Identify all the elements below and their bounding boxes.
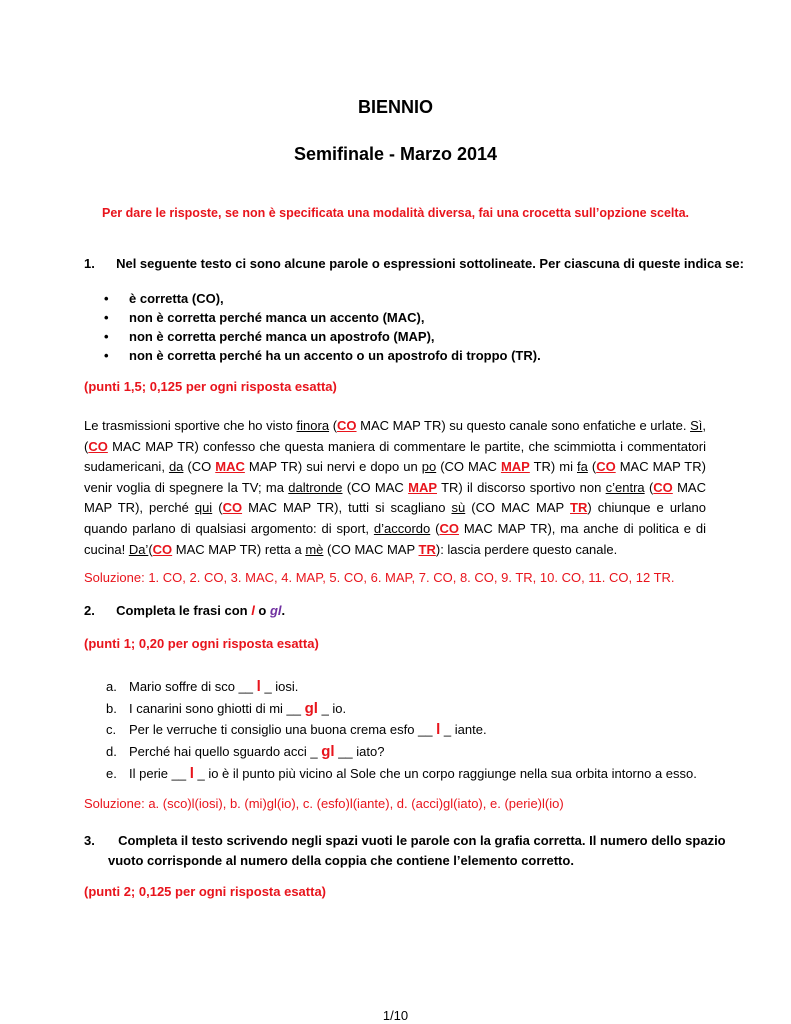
q1-number: 1. — [84, 256, 95, 271]
page-subtitle: Semifinale - Marzo 2014 — [293, 144, 498, 164]
instruction-text: Per dare le risposte, se non è specificata una modalità diversa, fai una crocetta sull’opzione scelta. — [101, 206, 689, 220]
list-item: b. I canarini sono ghiotti di mi __ gl _ io. — [106, 699, 347, 717]
q1-passage: Le trasmissioni sportive che ho visto finora (CO MAC MAP TR) su questo canale sono enfatiche e urlate. Sì, (CO MAC MAP TR) confesso che questa maniera di commentare le partite, che scimmiotta i commentatori sudamericani, da (CO MAC MAP TR) sui nervi e dopo un po (CO MAC MAP TR) mi fa (CO MAC MAP TR) venir voglia di spegnere la TV; ma daltronde (CO MAC MAP TR) il discorso sportivo non c’entra (CO MAC MAP TR), perché qui (CO MAC MAP TR), tutti si scagliano sù (CO MAC MAP TR) chiunque e urlano quando parlano di qualsiasi argomento: di sport, d’accordo (CO MAC MAP TR), ma anche di politica e di cucina! Da’(CO MAC MAP TR) retta a mè (CO MAC MAP TR): lascia perdere questo canale. — [84, 418, 707, 557]
q1-points: (punti 1,5; 0,125 per ogni risposta esatta) — [84, 379, 337, 394]
q3-header — [84, 831, 726, 871]
q2-items-list — [106, 676, 697, 784]
list-item: • non è corretta perché manca un accento (MAC), — [104, 310, 425, 325]
q3-text-line1: Completa il testo scrivendo negli spazi vuoti le parole con la grafia corretta. Il numero dello spazio — [118, 833, 726, 848]
page-title: BIENNIO — [357, 97, 433, 117]
q3-number: 3. — [84, 833, 95, 848]
q1-text: Nel seguente testo ci sono alcune parole o espressioni sottolineate. Per ciascuna di queste indica se: — [116, 256, 744, 271]
q2-header: 2. Completa le frasi con l o gl. — [84, 603, 286, 618]
list-item: d. Perché hai quello sguardo acci _ gl __ iato? — [106, 743, 385, 761]
q2-number: 2. — [84, 603, 95, 618]
page-number: 1/10 — [382, 1008, 409, 1023]
q2-option-gl: gl — [269, 603, 282, 618]
q2-points: (punti 1; 0,20 per ogni risposta esatta) — [84, 636, 319, 651]
list-item: a. Mario soffre di sco __ l _ iosi. — [106, 678, 299, 695]
list-item: • non è corretta perché manca un apostrofo (MAP), — [104, 329, 435, 344]
q2-solution: Soluzione: a. (sco)l(iosi), b. (mi)gl(io), c. (esfo)l(iante), d. (acci)gl(iato), e. (perie)l(io) — [84, 796, 564, 811]
list-item: • è corretta (CO), — [104, 291, 224, 306]
q1-solution: Soluzione: 1. CO, 2. CO, 3. MAC, 4. MAP, 5. CO, 6. MAP, 7. CO, 8. CO, 9. TR, 10. CO, 11. CO, 12 TR. — [84, 570, 675, 585]
q1-bullet-list — [104, 289, 541, 365]
q2-option-l: l — [251, 603, 255, 618]
q3-points: (punti 2; 0,125 per ogni risposta esatta) — [84, 884, 326, 899]
list-item: • non è corretta perché ha un accento o un apostrofo di troppo (TR). — [104, 348, 541, 363]
list-item: e. Il perie __ l _ io è il punto più vicino al Sole che un corpo raggiunge nella sua orbita intorno a esso. — [106, 764, 697, 782]
q1-header — [84, 256, 744, 271]
list-item: c. Per le verruche ti consiglio una buona crema esfo __ l _ iante. — [106, 721, 487, 739]
q3-text-line2: vuoto corrisponde al numero della coppia che contiene l’elemento corretto. — [108, 853, 574, 868]
